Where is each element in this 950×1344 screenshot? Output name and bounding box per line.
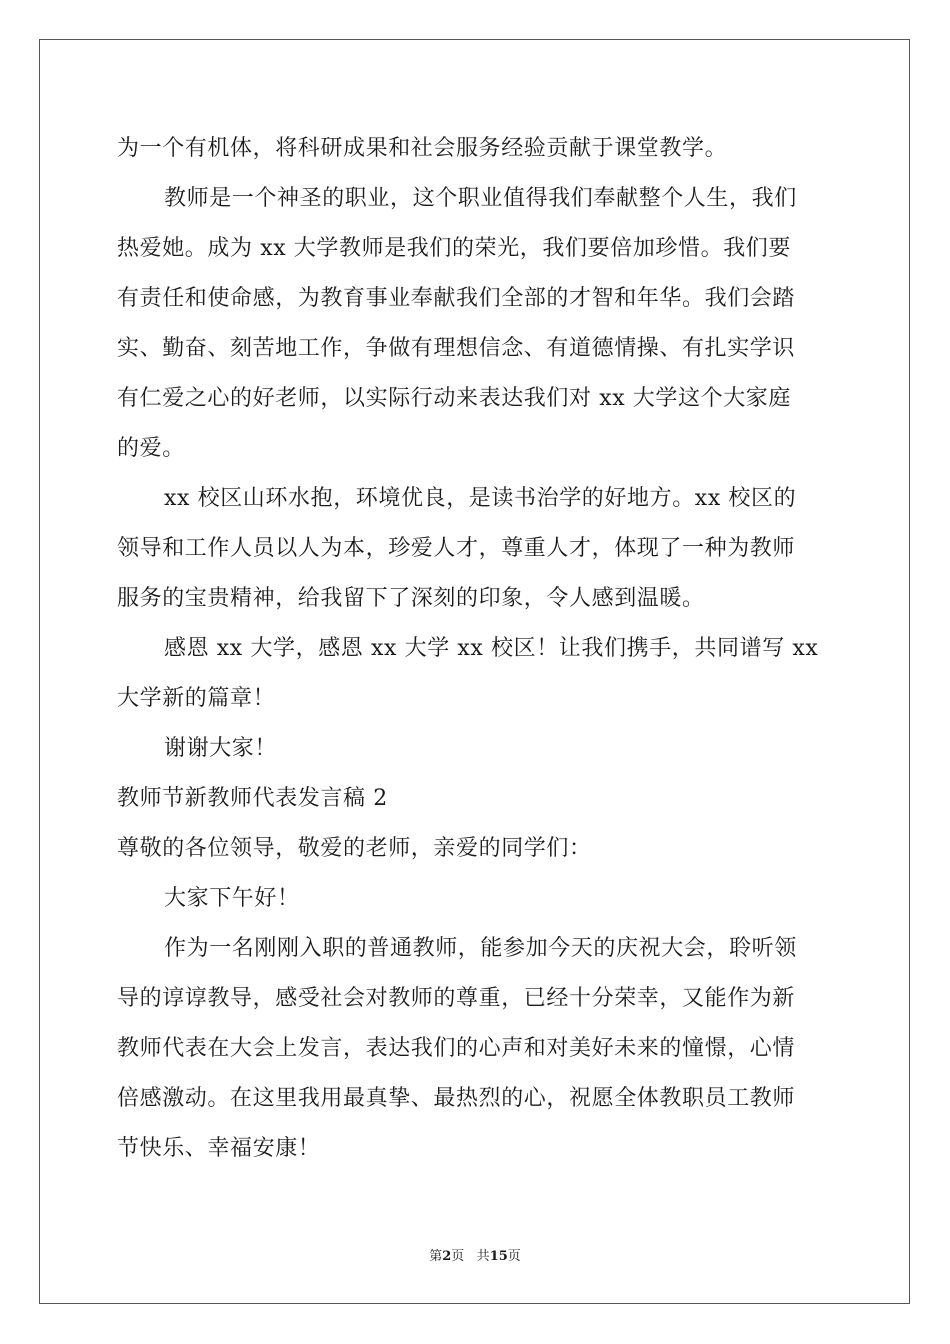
page-prefix: 第	[429, 1249, 443, 1264]
total-pages: 15	[489, 1249, 508, 1264]
text-line: 实、勤奋、刻苦地工作，争做有理想信念、有道德情操、有扎实学识	[117, 336, 796, 361]
text-line: 领导和工作人员以人为本，珍爱人才，尊重人才，体现了一种为教师	[117, 536, 796, 561]
page-border	[39, 39, 910, 1304]
section-title: 教师节新教师代表发言稿 2	[117, 786, 388, 811]
page-footer	[0, 1248, 950, 1266]
text-line: 热爱她。成为 xx 大学教师是我们的荣光，我们要倍加珍惜。我们要	[117, 236, 792, 261]
paragraph-first-line: 教师是一个神圣的职业，这个职业值得我们奉献整个人生，我们	[164, 186, 797, 211]
text-line: 的爱。	[117, 436, 185, 461]
text-line: 大学新的篇章！	[117, 686, 276, 711]
text-line: 节快乐、幸福安康！	[117, 1136, 321, 1161]
text-line: 教师代表在大会上发言，表达我们的心声和对美好未来的憧憬，心情	[117, 1036, 796, 1061]
greeting: 大家下午好！	[164, 886, 300, 911]
paragraph-first-line: 谢谢大家！	[164, 736, 278, 761]
total-suffix: 页	[507, 1249, 521, 1264]
paragraph-first-line: 作为一名刚刚入职的普通教师，能参加今天的庆祝大会，聆听领	[164, 936, 797, 961]
salutation: 尊敬的各位领导，敬爱的老师，亲爱的同学们：	[117, 836, 592, 861]
text-line: 倍感激动。在这里我用最真挚、最热烈的心，祝愿全体教职员工教师	[117, 1086, 796, 1111]
paragraph-first-line: 感恩 xx 大学，感恩 xx 大学 xx 校区！让我们携手，共同谱写 xx	[164, 636, 819, 661]
total-prefix: 共	[476, 1249, 490, 1264]
page-suffix: 页	[451, 1249, 465, 1264]
text-line: 为一个有机体，将科研成果和社会服务经验贡献于课堂教学。	[117, 136, 728, 161]
text-line: 导的谆谆教导，感受社会对教师的尊重，已经十分荣幸，又能作为新	[117, 986, 796, 1011]
text-line: 有责任和使命感，为教育事业奉献我们全部的才智和年华。我们会踏	[117, 286, 796, 311]
text-line: 有仁爱之心的好老师，以实际行动来表达我们对 xx 大学这个大家庭	[117, 386, 792, 411]
paragraph-first-line: xx 校区山环水抱，环境优良，是读书治学的好地方。xx 校区的	[164, 486, 797, 511]
page-number: 2	[442, 1249, 452, 1264]
text-line: 服务的宝贵精神，给我留下了深刻的印象，令人感到温暖。	[117, 586, 705, 611]
